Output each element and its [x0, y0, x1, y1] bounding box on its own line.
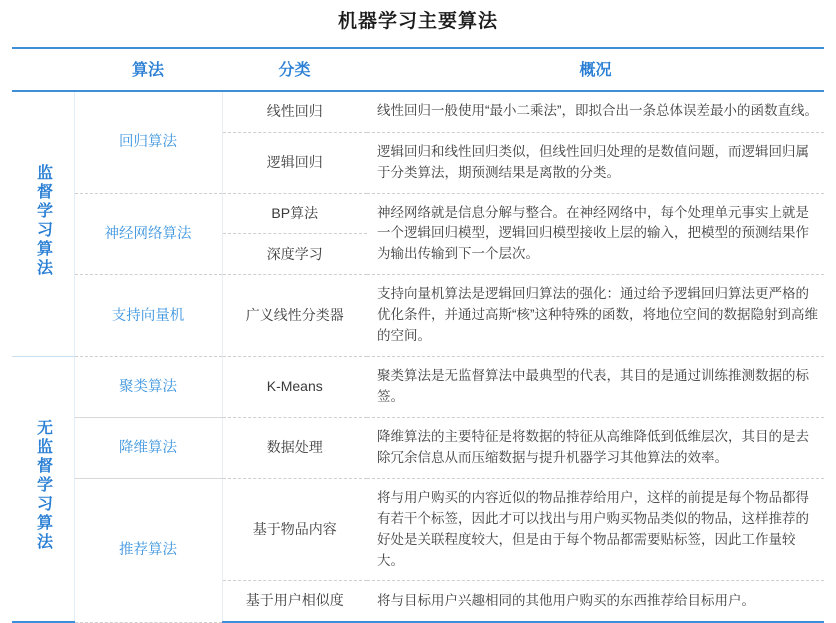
algorithm-neural-network: 神经网络算法: [74, 193, 222, 275]
overview-cell: 神经网络就是信息分解与整合。在神经网络中，每个处理单元事实上就是一个逻辑回归模型，逻辑回归模型接收上层的输入，把模型的预测结果作为输出传输到下一个层次。: [367, 193, 824, 275]
overview-cell: 降维算法的主要特征是将数据的特征从高维降低到低维层次，其目的是去除冗余信息从而压缩数据与提升机器学习其他算法的效率。: [367, 417, 824, 478]
overview-cell: 聚类算法是无监督算法中最典型的代表，其目的是通过训练推测数据的标签。: [367, 357, 824, 418]
overview-cell: 逻辑回归和线性回归类似，但线性回归处理的是数值问题，而逻辑回归属于分类算法，期预测结果是离散的分类。: [367, 132, 824, 193]
column-header-category: 分类: [222, 48, 367, 91]
table-row: [12, 417, 824, 478]
category-cell: 基于用户相似度: [222, 581, 367, 622]
category-cell: 线性回归: [222, 91, 367, 132]
algorithm-svm: 支持向量机: [74, 275, 222, 357]
category-cell: 深度学习: [222, 234, 367, 275]
page-title: 机器学习主要算法: [337, 11, 498, 32]
overview-cell: 将与用户购买的内容近似的物品推荐给用户，这样的前提是每个物品都得有若干个标签，因此才可以找出与用户购买物品类似的物品，这样推荐的好处是关联程度较大，但是由于每个物品都需要贴标签，因此工作量较大。: [367, 478, 824, 581]
category-cell: BP算法: [222, 193, 367, 234]
overview-cell: 支持向量机算法是逻辑回归算法的强化：通过给予逻辑回归算法更严格的优化条件，并通过高斯“核”这种特殊的函数，将地位空间的数据隐射到高维的空间。: [367, 275, 824, 357]
column-header-algorithm: 算法: [74, 48, 222, 91]
algorithms-table: [12, 47, 824, 623]
algorithm-dimensionality-reduction: 降维算法: [74, 417, 222, 478]
table-row: [12, 193, 824, 234]
group-label-unsupervised: [12, 357, 74, 623]
overview-cell: 将与目标用户兴趣相同的其他用户购买的东西推荐给目标用户。: [367, 581, 824, 622]
table-header: [12, 48, 824, 91]
column-header-group: [12, 48, 74, 91]
algorithm-clustering: 聚类算法: [74, 357, 222, 418]
table-row: [12, 478, 824, 581]
category-cell: 数据处理: [222, 417, 367, 478]
table-row: [12, 275, 824, 357]
group-label-text: 监督学习算法: [34, 163, 52, 278]
group-label-text: 无监督学习算法: [34, 419, 52, 553]
algorithm-recommendation: 推荐算法: [74, 478, 222, 622]
table-row: [12, 91, 824, 132]
category-cell: K-Means: [222, 357, 367, 418]
algorithm-regression: 回归算法: [74, 91, 222, 193]
category-cell: 逻辑回归: [222, 132, 367, 193]
group-label-supervised: [12, 91, 74, 357]
table-body: [12, 91, 824, 622]
category-cell: 广义线性分类器: [222, 275, 367, 357]
column-header-overview: 概况: [367, 48, 824, 91]
overview-cell: 线性回归一般使用“最小二乘法”，即拟合出一条总体误差最小的函数直线。: [367, 91, 824, 132]
table-row: [12, 357, 824, 418]
category-cell: 基于物品内容: [222, 478, 367, 581]
